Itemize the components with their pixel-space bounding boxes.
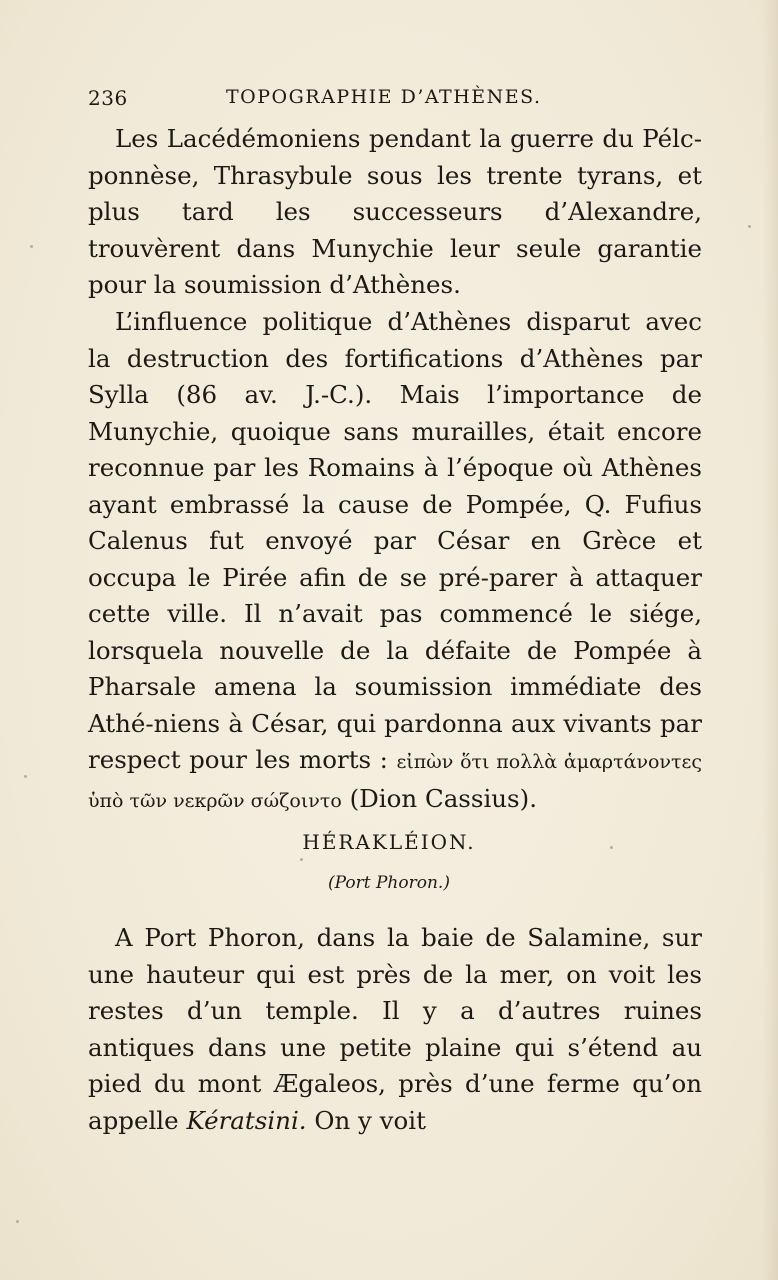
- paragraph-3-text: A Port Phoron, dans la baie de Salamine, sur une hauteur qui est près de la mer, on voit les restes d’un temple. Il y a d’autres ruines antiques dans une petite plaine qui s’étend au pied du mont Ægaleos, près d’une ferme qu’on appelle: [88, 923, 702, 1135]
- paragraph-3: [88, 920, 702, 1139]
- paper-speck: [748, 225, 751, 228]
- paper-speck: [30, 245, 33, 248]
- paragraph-2: [88, 304, 702, 819]
- greek-quotation: εἰπὼν ὅτι πολλὰ ἁμαρτάνοντες ὑπὸ τῶν νεκρῶν σώζοιντο: [88, 751, 702, 812]
- paper-speck: [300, 858, 303, 861]
- running-title: TOPOGRAPHIE D’ATHÈNES.: [226, 86, 542, 108]
- page-edge-shadow: [762, 0, 778, 1280]
- paragraph-3-end: On y voit: [314, 1105, 426, 1135]
- paper-speck: [24, 775, 27, 778]
- paper-speck: [16, 1220, 19, 1223]
- paragraph-2-text: L’influence politique d’Athènes disparut avec la destruction des fortifications d’Athènes par Sylla (86 av. J.-C.). Mais l’importance de Munychie, quoique sans murailles, était encore reconnue par les Romains à l’époque où Athènes ayant embrassé la cause de Pompée, Q. Fufius Calenus fut envoyé par César en Grèce et occupa le Pirée afin de se pré-parer à attaquer cette ville. Il n’avait pas commencé le siége, lorsquela nouvelle de la défaite de Pompée à Pharsale amena la soumission immédiate des Athé-niens à César, qui pardonna aux vivants par respect pour les morts :: [88, 307, 702, 774]
- paper-speck: [610, 846, 613, 849]
- page-number: 236: [88, 86, 128, 110]
- section-subtitle: (Port Phoron.): [328, 873, 450, 893]
- paragraph-1: Les Lacédémoniens pendant la guerre du Pélc-ponnèse, Thrasybule sous les trente tyrans, et plus tard les successeurs d’Alexandre, trouvèrent dans Munychie leur seule garantie pour la soumission d’Athènes.: [88, 124, 702, 299]
- citation: (Dion Cassius).: [349, 783, 537, 813]
- section-title: HÉRAKLÉION.: [302, 830, 476, 854]
- page-header: [88, 86, 702, 116]
- place-name-italic: Kératsini.: [186, 1105, 307, 1135]
